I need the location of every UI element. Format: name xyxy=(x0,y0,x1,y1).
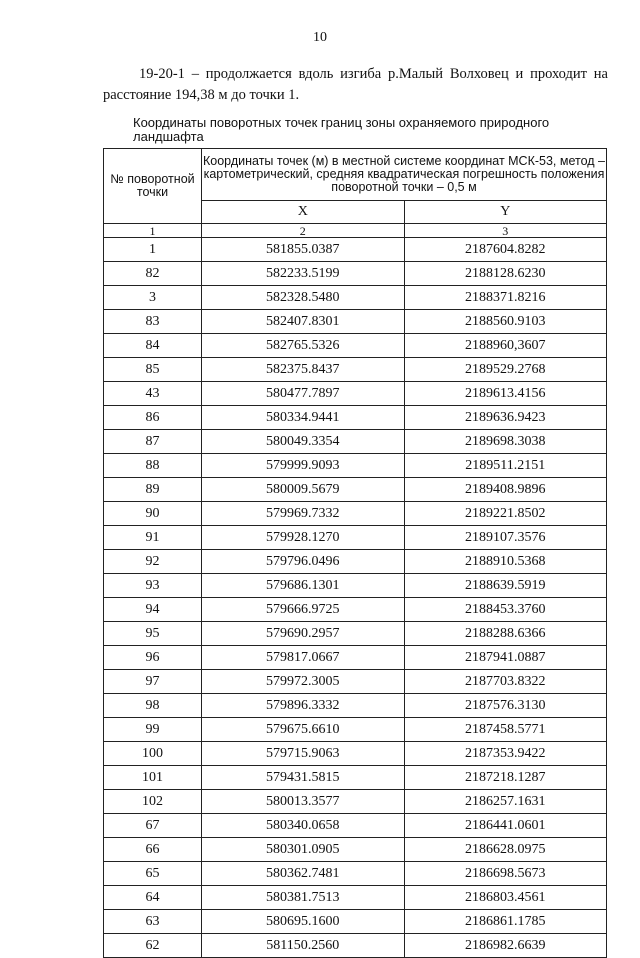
point-number-cell: 82 xyxy=(104,262,202,286)
table-row xyxy=(104,910,607,934)
y-coordinate-cell: 2187703.8322 xyxy=(404,670,607,694)
table-row xyxy=(104,310,607,334)
y-coordinate-cell: 2188639.5919 xyxy=(404,574,607,598)
x-coordinate-cell: 580009.5679 xyxy=(202,478,405,502)
table-row xyxy=(104,670,607,694)
x-coordinate-cell: 579796.0496 xyxy=(202,550,405,574)
table-row xyxy=(104,718,607,742)
y-coordinate-cell: 2188910.5368 xyxy=(404,550,607,574)
table-row xyxy=(104,814,607,838)
x-coordinate-cell: 580695.1600 xyxy=(202,910,405,934)
x-coordinate-cell: 582328.5480 xyxy=(202,286,405,310)
x-coordinate-cell: 580340.0658 xyxy=(202,814,405,838)
boundary-description: 19-20-1 – продолжается вдоль изгиба р.Малый Волховец и проходит на расстояние 194,38 м до точки 1. xyxy=(103,66,608,103)
table-row xyxy=(104,766,607,790)
y-coordinate-cell: 2187458.5771 xyxy=(404,718,607,742)
x-coordinate-cell: 582765.5326 xyxy=(202,334,405,358)
y-coordinate-cell: 2189636.9423 xyxy=(404,406,607,430)
table-row xyxy=(104,478,607,502)
point-number-cell: 93 xyxy=(104,574,202,598)
table-row xyxy=(104,550,607,574)
header-y: Y xyxy=(404,201,607,224)
point-number-cell: 62 xyxy=(104,934,202,958)
y-coordinate-cell: 2188128.6230 xyxy=(404,262,607,286)
y-coordinate-cell: 2189221.8502 xyxy=(404,502,607,526)
point-number-cell: 95 xyxy=(104,622,202,646)
x-coordinate-cell: 579686.1301 xyxy=(202,574,405,598)
point-number-cell: 97 xyxy=(104,670,202,694)
y-coordinate-cell: 2188960,3607 xyxy=(404,334,607,358)
x-coordinate-cell: 579817.0667 xyxy=(202,646,405,670)
column-number: 2 xyxy=(202,224,405,238)
x-coordinate-cell: 579969.7332 xyxy=(202,502,405,526)
table-row xyxy=(104,838,607,862)
y-coordinate-cell: 2187941.0887 xyxy=(404,646,607,670)
x-coordinate-cell: 579972.3005 xyxy=(202,670,405,694)
point-number-cell: 91 xyxy=(104,526,202,550)
y-coordinate-cell: 2187604.8282 xyxy=(404,238,607,262)
point-number-cell: 43 xyxy=(104,382,202,406)
table-row xyxy=(104,238,607,262)
y-coordinate-cell: 2186803.4561 xyxy=(404,886,607,910)
table-row xyxy=(104,598,607,622)
table-row xyxy=(104,694,607,718)
x-coordinate-cell: 579666.9725 xyxy=(202,598,405,622)
y-coordinate-cell: 2187218.1287 xyxy=(404,766,607,790)
y-coordinate-cell: 2187576.3130 xyxy=(404,694,607,718)
x-coordinate-cell: 579431.5815 xyxy=(202,766,405,790)
x-coordinate-cell: 581855.0387 xyxy=(202,238,405,262)
y-coordinate-cell: 2189511.2151 xyxy=(404,454,607,478)
table-row xyxy=(104,406,607,430)
y-coordinate-cell: 2188560.9103 xyxy=(404,310,607,334)
x-coordinate-cell: 582407.8301 xyxy=(202,310,405,334)
point-number-cell: 64 xyxy=(104,886,202,910)
header-coordinates: Координаты точек (м) в местной системе координат МСК-53, метод – картометрический, средняя квадратическая погрешность положения поворотной точки – 0,5 м xyxy=(202,149,607,201)
point-number-cell: 86 xyxy=(104,406,202,430)
table-row xyxy=(104,526,607,550)
table-row xyxy=(104,862,607,886)
table-row xyxy=(104,886,607,910)
point-number-cell: 94 xyxy=(104,598,202,622)
table-row xyxy=(104,790,607,814)
table-row xyxy=(104,430,607,454)
point-number-cell: 84 xyxy=(104,334,202,358)
y-coordinate-cell: 2186628.0975 xyxy=(404,838,607,862)
y-coordinate-cell: 2186257.1631 xyxy=(404,790,607,814)
y-coordinate-cell: 2189107.3576 xyxy=(404,526,607,550)
x-coordinate-cell: 580301.0905 xyxy=(202,838,405,862)
x-coordinate-cell: 579928.1270 xyxy=(202,526,405,550)
column-number: 1 xyxy=(104,224,202,238)
table-row xyxy=(104,358,607,382)
y-coordinate-cell: 2188453.3760 xyxy=(404,598,607,622)
x-coordinate-cell: 579896.3332 xyxy=(202,694,405,718)
y-coordinate-cell: 2189613.4156 xyxy=(404,382,607,406)
point-number-cell: 92 xyxy=(104,550,202,574)
x-coordinate-cell: 581150.2560 xyxy=(202,934,405,958)
point-number-cell: 101 xyxy=(104,766,202,790)
point-number-cell: 83 xyxy=(104,310,202,334)
point-number-cell: 85 xyxy=(104,358,202,382)
table-row xyxy=(104,934,607,958)
y-coordinate-cell: 2188288.6366 xyxy=(404,622,607,646)
point-number-cell: 96 xyxy=(104,646,202,670)
x-coordinate-cell: 582375.8437 xyxy=(202,358,405,382)
point-number-cell: 1 xyxy=(104,238,202,262)
x-coordinate-cell: 579675.6610 xyxy=(202,718,405,742)
table-row xyxy=(104,622,607,646)
x-coordinate-cell: 580013.3577 xyxy=(202,790,405,814)
x-coordinate-cell: 580334.9441 xyxy=(202,406,405,430)
column-number-row xyxy=(104,224,607,238)
x-coordinate-cell: 580049.3354 xyxy=(202,430,405,454)
point-number-cell: 99 xyxy=(104,718,202,742)
point-number-cell: 100 xyxy=(104,742,202,766)
x-coordinate-cell: 582233.5199 xyxy=(202,262,405,286)
page-number: 10 xyxy=(313,30,327,45)
table-row xyxy=(104,646,607,670)
table-row xyxy=(104,286,607,310)
x-coordinate-cell: 580362.7481 xyxy=(202,862,405,886)
y-coordinate-cell: 2189529.2768 xyxy=(404,358,607,382)
table-title: Координаты поворотных точек границ зоны охраняемого природного ландшафта xyxy=(133,115,550,144)
y-coordinate-cell: 2189408.9896 xyxy=(404,478,607,502)
point-number-cell: 98 xyxy=(104,694,202,718)
point-number-cell: 65 xyxy=(104,862,202,886)
table-row xyxy=(104,262,607,286)
point-number-cell: 102 xyxy=(104,790,202,814)
y-coordinate-cell: 2186982.6639 xyxy=(404,934,607,958)
y-coordinate-cell: 2186441.0601 xyxy=(404,814,607,838)
table-row xyxy=(104,382,607,406)
y-coordinate-cell: 2187353.9422 xyxy=(404,742,607,766)
point-number-cell: 90 xyxy=(104,502,202,526)
table-row xyxy=(104,454,607,478)
x-coordinate-cell: 579999.9093 xyxy=(202,454,405,478)
column-number: 3 xyxy=(404,224,607,238)
x-coordinate-cell: 580477.7897 xyxy=(202,382,405,406)
header-x: X xyxy=(202,201,405,224)
table-row xyxy=(104,742,607,766)
x-coordinate-cell: 579715.9063 xyxy=(202,742,405,766)
point-number-cell: 67 xyxy=(104,814,202,838)
table-body xyxy=(104,238,607,958)
point-number-cell: 87 xyxy=(104,430,202,454)
point-number-cell: 66 xyxy=(104,838,202,862)
point-number-cell: 89 xyxy=(104,478,202,502)
table-row xyxy=(104,574,607,598)
x-coordinate-cell: 579690.2957 xyxy=(202,622,405,646)
y-coordinate-cell: 2188371.8216 xyxy=(404,286,607,310)
header-point-number: № поворотной точки xyxy=(104,149,202,224)
coordinates-table xyxy=(103,148,607,958)
table-row xyxy=(104,334,607,358)
table-row xyxy=(104,502,607,526)
point-number-cell: 3 xyxy=(104,286,202,310)
y-coordinate-cell: 2186698.5673 xyxy=(404,862,607,886)
y-coordinate-cell: 2186861.1785 xyxy=(404,910,607,934)
y-coordinate-cell: 2189698.3038 xyxy=(404,430,607,454)
x-coordinate-cell: 580381.7513 xyxy=(202,886,405,910)
point-number-cell: 88 xyxy=(104,454,202,478)
point-number-cell: 63 xyxy=(104,910,202,934)
